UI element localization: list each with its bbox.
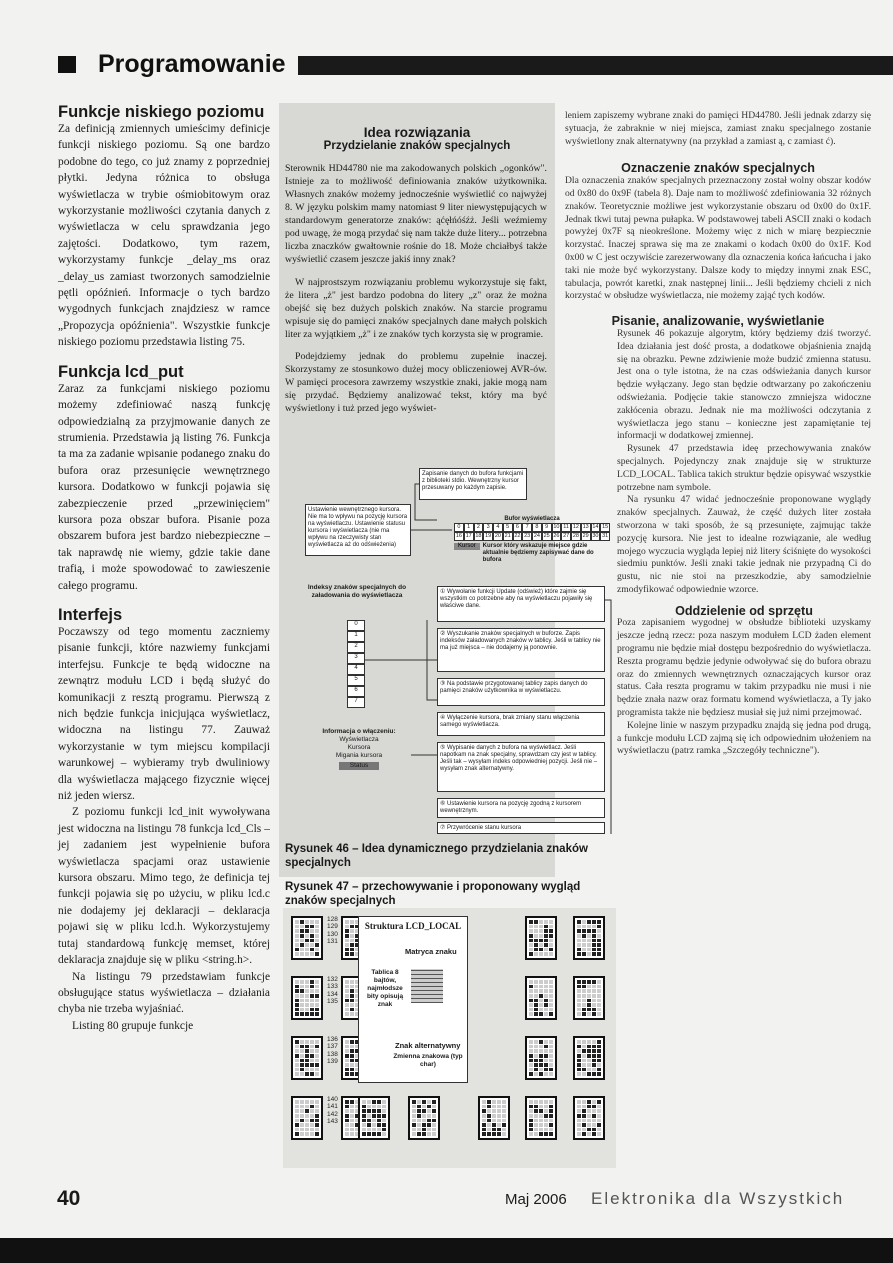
buffer-cell: 26	[553, 533, 560, 539]
figure-47	[283, 908, 616, 1168]
section-title: Programowanie	[98, 50, 286, 78]
box-subtitle: Przydzielanie znaków specjalnych	[323, 140, 511, 152]
issue-label: Maj 2006	[505, 1191, 567, 1208]
index-title: Indeksy znaków specjalnych do załadowania do wyświetlacza	[307, 584, 407, 599]
special-char-glyph	[573, 1096, 605, 1140]
index-cell: 7	[347, 697, 365, 708]
info-status: Status	[339, 762, 379, 770]
paragraph: Rysunek 47 przedstawia ideę przechowywania znaków specjalnych. Pojedynczy znak znajduje się w strukturze LCD_LOCAL. Tablica takich struktur będzie opisywać wszystkie potrzebne nam symbole.	[617, 443, 871, 493]
char-code-column: 136 137 138 139	[327, 1036, 338, 1065]
paragraph: Dla oznaczenia znaków specjalnych przeznaczony został wolny obszar kodów od 0x80 do 0x9F (tabela 8). Daje nam to możliwość zdefiniowania 32 różnych znaków. Teoretycznie możliwe jest wykorzystanie obszaru od 0x00 do 0x1F. Jednak tkwi tutaj pewna pułapka. W podstawowej tabeli ASCII znaki o kodach powyżej 0x7F są nieokreślone. Możemy więc z nich w miarę bezpiecznie korzystać. Inaczej sprawa się ma ze znakami o kodach 0x00 do 0x1F. Kod 0x00 w C jest oczywiście zarezerwowany dla oznaczenia końca łańcucha i jako taki nie może być wykorzystany. Dalsze kody to między innymi znak ESC, tabulacja, powrót karetki, znak następnej linii... Jeśli będziemy chcieli z nich korzystać w obsłudze wyświetlacza, nie możemy zająć tych kodów.	[565, 175, 871, 302]
buffer-cell: 2	[474, 523, 484, 532]
buffer-cell: 1	[464, 523, 474, 532]
special-char-glyph	[573, 916, 605, 960]
buffer-cell: 31	[602, 533, 609, 539]
index-cell: 3	[347, 653, 365, 664]
buffer-cell: 7	[522, 523, 532, 532]
flow-box-write: Zapisanie danych do bufora funkcjami z biblioteki stdio. Wewnętrzny kursor przesuwany po każdym zapisie.	[419, 468, 527, 500]
step-1: ① Wywołanie funkcji Update (odśwież) które zajmie się wszystkim co potrzebne aby na wyświetlaczu pojawiły się właściwe dane.	[437, 586, 605, 622]
step-7: ⑦ Przywrócenie stanu kursora	[437, 822, 605, 834]
heading-low-level: Funkcje niskiego poziomu	[58, 103, 265, 121]
info-block	[307, 728, 411, 770]
special-char-glyph	[525, 976, 557, 1020]
buffer-cell: 22	[514, 533, 521, 539]
struct-alt-label: Znak alternatywny	[395, 1041, 461, 1050]
buffer-title: Bufor wyświetlacza	[504, 516, 560, 522]
special-char-glyph	[291, 1096, 323, 1140]
index-cell: 4	[347, 664, 365, 675]
buffer-cell: 23	[524, 533, 531, 539]
char-code-column: 128 129 130 131	[327, 916, 338, 945]
page-number: 40	[57, 1187, 81, 1210]
figure-47-caption: Rysunek 47 – przechowywanie i proponowany wygląd znaków specjalnych	[285, 881, 581, 907]
step-2: ② Wyszukanie znaków specjalnych w buforze. Zapis indeksów załadowanych znaków w tablicy. Jeśli w tablicy nie ma już miejsca – nie dodajemy ją ponownie.	[437, 628, 605, 672]
paragraph: Rysunek 46 pokazuje algorytm, który będziemy dziś tworzyć. Idea działania jest dość prosta, a dodatkowe objaśnienia znajdą się na obrazku. Pewne zdziwienie może budzić zmienna statusu. Jest ona o tyle istotna, że na czas odświeżania danych kursor będzie wyłączany. Jego stan będzie odtwarzany po zakończeniu odświeżania. Podjęcie takie stanowczo zmniejsza widoczne zakłócenia obrazu. Jednak nie ma możliwości odczytania z wyświetlacza jego stanu – konieczne jest zapamiętanie tej informacji w dodatkowej zmiennej.	[617, 327, 871, 442]
paragraph: Poza zapisaniem wygodnej w obsłudze biblioteki uzyskamy jeszcze jedną rzecz: poza naszym modułem LCD żaden element programu nie będzie miał dostępu bezpośrednio do wyświetlacza. Reszta programu będzie jedynie odwoływać się do bufora obrazu oraz do zmiennych wewnętrznych oznaczających kursor oraz status. Cała reszta programu w takim przypadku nie musi i nie będzie znała nazw oraz formatu komend wyświetlacza, a Ty jako programista także nie będziesz musiał się już nimi przejmować.	[617, 617, 871, 719]
buffer-cell: 6	[513, 523, 523, 532]
buffer-cell: 11	[561, 523, 571, 532]
buffer-cell: 5	[503, 523, 513, 532]
buffer-cell: 13	[582, 524, 589, 530]
paragraph: Poczawszy od tego momentu zaczniemy pisanie funkcji, które nazwiemy funkcjami interfejsu. Funkcje te będą widoczne na zewnątrz modułu LCD i będą służyć do komunikacji z resztą programu. Pierwszą z nich będzie funkcja inicjująca wyświetlacz, widoczna na listingu 77. Zauważ wykorzystanie w tym miejscu kompilacji warunkowej – wybieramy tryb dwuliniowy dla wyświetlacza mającego fizycznie więcej niż jeden wiersz.	[58, 625, 270, 803]
paragraph: Z poziomu funkcji lcd_init wywoływana jest widoczna na listingu 78 funkcja lcd_Cls – jej zadaniem jest wypełnienie bufora wyświetlacza spacjami oraz ustawienie kursora obszaru. Mimo tego, że definicja tej funkcji pojawia się po użyciu, w pliku lcd.c nie dodajemy jej deklaracji – deklaracja pojawi się w pliku lcd.h. Wykorzystujemy tutaj standardową funkcję memset, której deklaracja znajduje się w pliku <string.h>.	[58, 806, 270, 967]
box-text	[279, 162, 555, 416]
struct-matrix-label: Matryca znaku	[405, 947, 457, 956]
magazine-name: Elektronika dla Wszystkich	[591, 1189, 845, 1208]
buffer-cell: 16	[455, 533, 462, 539]
buffer-cell: 10	[553, 524, 560, 530]
paragraph: leniem zapiszemy wybrane znaki do pamięci HD44780. Jeśli jednak zdarzy się sytuacja, że zabraknie w niej miejsca, zamiast znaku specjalnego zostanie wyświetlony znak alternatywny (na przykład a zamiast ą, c zamiast ć).	[565, 110, 871, 147]
cursor-row	[454, 543, 610, 564]
special-char-glyph	[573, 976, 605, 1020]
heading-pisanie: Pisanie, analizowanie, wyświetlanie	[611, 314, 825, 329]
buffer-cell: 28	[572, 533, 579, 539]
buffer-cell: 20	[494, 533, 501, 539]
heading-oddzielenie: Oddzielenie od sprzętu	[675, 603, 813, 618]
buffer-cell: 4	[493, 523, 503, 532]
heading-lcd-put: Funkcja lcd_put	[58, 362, 184, 381]
step-6: ⑥ Ustawienie kursora na pozycję zgodną z kursorem wewnętrznym.	[437, 798, 605, 818]
step-4: ④ Wyłączenie kursora, brak zmiany stanu włączenia samego wyświetlacza.	[437, 712, 605, 736]
buffer-row	[454, 523, 610, 532]
buffer-cell: 14	[592, 524, 599, 530]
buffer-cell: 8	[532, 523, 542, 532]
special-char-glyph	[573, 1036, 605, 1080]
paragraph: W najprostszym rozwiązaniu problemu wykorzystuje się fakt, że litera „ż" jest bardzo podobna do litery „z" oraz że można obejść się bez dużych polskich znaków. Na starcie programu wpisuje się do pamięci znaków specjalnych dane małych polskich liter za wyjątkiem „ż" i ze znaków tych korzysta się w programie.	[285, 276, 547, 340]
flow-box-cursor-set: Ustawienie wewnętrznego kursora. Nie ma to wpływu na pozycję kursora na wyświetlaczu. Ustawienie statusu kursora i wyświetlacza (nie ma wpływu na rzeczywisty stan wyświetlacza aż do odświeżenia)	[305, 504, 411, 556]
paragraph: Na listingu 79 przedstawiam funkcje obsługujące status wyświetlacza – działania chyba nie trzeba wyjaśniać.	[58, 970, 270, 1016]
buffer-cell: 15	[602, 524, 609, 530]
special-char-glyph	[525, 1096, 557, 1140]
figure-46	[287, 460, 617, 835]
struct-var-desc: Zmienna znakowa (typ char)	[393, 1053, 463, 1068]
heading-oznaczenie: Oznaczenie znaków specjalnych	[621, 161, 815, 176]
step-5: ⑤ Wypisanie danych z bufora na wyświetlacz. Jeśli napotkam na znak specjalny, sprawdzam czy jest w tablicy. Jeśli tak – wysyłam indeks odpowiedniej pozycji. Jeśli nie – wysyłam znak alternatywny.	[437, 742, 605, 792]
page-footer	[0, 1187, 893, 1217]
special-char-glyph	[408, 1096, 440, 1140]
buffer-cell: 12	[572, 524, 579, 530]
info-title: Informacja o włączeniu:	[322, 728, 396, 735]
buffer-row	[454, 532, 610, 541]
cursor-desc: Kursor który wskazuje miejsce gdzie aktualnie będziemy zapisywać dane do bufora	[482, 543, 594, 563]
struct-title: Struktura LCD_LOCAL	[364, 921, 462, 931]
buffer-cell: 30	[592, 533, 599, 539]
bottom-bar	[0, 1238, 893, 1263]
buffer-cell: 21	[504, 533, 511, 539]
paragraph: Listing 80 grupuje funkcje	[72, 1019, 194, 1032]
buffer-cell: 25	[543, 533, 550, 539]
paragraph: Na rysunku 47 widać jednocześnie proponowane wyglądy znaków specjalnych. Zauważ, że część dużych liter została stworzona w taki sposób, że są przesunięte, zajmując także pozycję kursora. Nie jest to idealne rozwiązanie, ale według mojego wyczucia wygląda lepiej niż litery ściśnięte do wysokości siedmiu punktów. Jeśli znaki takie jednak nie przypadną Ci do gustu, nic nie stoi na przeszkodzie, aby samodzielnie zmodyfikować odpowiednie wzorce.	[617, 494, 871, 595]
buffer-cell: 9	[542, 523, 552, 532]
paragraph: Zaraz za funkcjami niskiego poziomu możemy zdefiniować naszą funkcję odpowiedzialną za przyjmowanie danych ze strumienia. Przedstawia ją listing 76. Funkcja ta ma za zadanie wpisanie podanego znaku do bufora oraz przesunięcie wewnętrznego kursora. Dodatkowo w funkcji pojawia się zabezpieczenie przed „przewinięciem" kursora poza obszar bufora. Pisanie poza obszarem bufora jest bardzo niebezpieczne – tak naprawdę nie wiemy, gdzie takie dane trafią, i może spowodować to zawieszenie całego programu.	[58, 382, 270, 592]
buffer-cell: 29	[582, 533, 589, 539]
paragraph: Sterownik HD44780 nie ma zakodowanych polskich „ogonków". Istnieje za to możliwość definiowania znaków użytkownika. Własnych znaków możemy jednocześnie wyświetlić co najwyżej 8. W języku polskim mamy natomiast 9 liter niewystępujących w standardowym generatorze znaków: ąćęłńóśźż. Jeśli weźmiemy pod uwagę, że mogą przydać się nam także duże litery... potrzebna liczba znaczków gwałtownie rośnie do 18. Może chciałbyś także wyświetlić czasem jeszcze jakiś inny znak?	[285, 162, 547, 265]
step-3: ③ Na podstawie przygotowanej tablicy zapis danych do pamięci znaków użytkownika w wyświetlaczu.	[437, 678, 605, 706]
info-display: Wyświetlacza	[339, 736, 379, 743]
char-code-column: 132 133 134 135	[327, 976, 338, 1005]
buffer-cell: 17	[465, 533, 472, 539]
header-square	[58, 56, 76, 73]
index-cell: 6	[347, 686, 365, 697]
buffer-cell: 0	[454, 523, 464, 532]
struct-mini-matrix	[411, 969, 443, 1003]
buffer-cell: 27	[563, 533, 570, 539]
buffer-cell: 19	[485, 533, 492, 539]
figure-46-caption: Rysunek 46 – Idea dynamicznego przydzielania znaków specjalnych	[285, 843, 588, 869]
index-cell: 0	[347, 620, 365, 631]
index-cell: 1	[347, 631, 365, 642]
info-blink: Migania kursora	[335, 752, 383, 759]
paragraph: Kolejne linie w naszym przypadku znajdą się jedna pod drugą, a funkcje modułu LCD zajmą się ich odpowiednim ułożeniem na wyświetlaczu (patrz ramka „Szczegóły techniczne").	[617, 719, 871, 757]
paragraph: Podejdziemy jednak do problemu zupełnie inaczej. Skorzystamy ze stosunkowo dużej mocy obliczeniowej AVR-ów. W pamięci procesora zawrzemy wszystkie znaki, jakie mogą nam się przydać. Będziemy analizować tekst, który ma być wyświetlony i tuż przed jego wyświet-	[285, 351, 547, 415]
header-bar	[298, 56, 893, 75]
struct-lcd-local	[358, 916, 468, 1083]
char-code-column: 140 141 142 143	[327, 1096, 338, 1125]
special-char-glyph	[525, 916, 557, 960]
special-char-glyph	[525, 1036, 557, 1080]
buffer-cell: 3	[483, 523, 493, 532]
box-title: Idea rozwiązania	[363, 125, 471, 140]
struct-table-desc: Tablica 8 bajtów, najmłodsze bity opisują znak	[366, 969, 404, 1008]
section-header	[58, 50, 888, 78]
buffer-cell: 18	[475, 533, 482, 539]
info-cursor: Kursora	[347, 744, 371, 751]
heading-interfejs: Interfejs	[58, 605, 123, 624]
special-char-glyph	[291, 1036, 323, 1080]
cursor-label: Kursor	[454, 543, 480, 550]
index-cell: 5	[347, 675, 365, 686]
index-cell: 2	[347, 642, 365, 653]
buffer-display	[452, 514, 612, 568]
paragraph: Za definicją zmiennych umieścimy definicje funkcji niskiego poziomu. Są one bardzo podobne do tego, co już znamy z poprzedniej płytki. Jedyna różnica to obsługa wyświetlacza w trybie ośmiobitowym oraz wykorzystanie możliwości czytania danych z wyświetlacza w celu sprawdzania jego zajętości. Dodatkowo, tym razem, wykorzystamy funkcje _delay_ms oraz _delay_us zamiast tworzonych samodzielnie pętli opóźnień. Informacje o tych bardzo wygodnych funkcjach znajdziesz w ramce „Propozycja opóźnienia". Wszystkie funkcje niskiego poziomu przedstawia listing 75.	[58, 123, 270, 349]
index-table	[347, 620, 365, 708]
special-char-glyph	[478, 1096, 510, 1140]
buffer-cell: 24	[533, 533, 540, 539]
special-char-glyph	[358, 1096, 390, 1140]
special-char-glyph	[291, 916, 323, 960]
special-char-glyph	[291, 976, 323, 1020]
left-column	[58, 97, 270, 1034]
